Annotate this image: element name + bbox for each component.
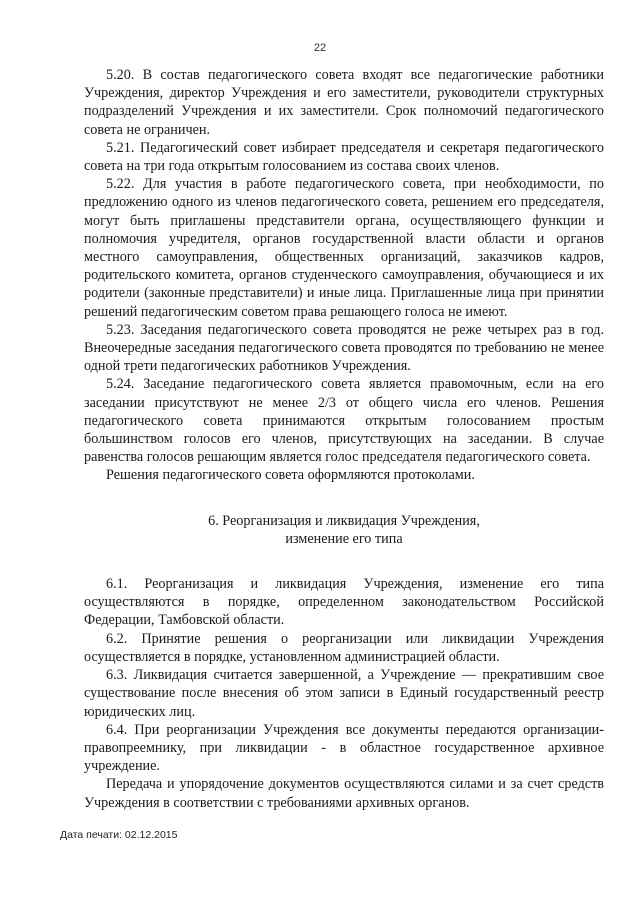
- print-date: Дата печати: 02.12.2015: [60, 829, 178, 841]
- paragraph-6-3: 6.3. Ликвидация считается завершенной, а Учреждение — прекратившим свое существование после внесения об этом записи в Единый государственный реестр юридических лиц.: [84, 667, 604, 720]
- document-body: [84, 66, 604, 812]
- paragraph-protocols: Решения педагогического совета оформляются протоколами.: [106, 467, 475, 484]
- section-6-heading: [84, 512, 604, 548]
- paragraph-5-23: 5.23. Заседания педагогического совета проводятся не реже четырех раз в год. Внеочередные заседания педагогического совета проводятся по требованию не менее одной трети педагогических работников Учреждения.: [84, 321, 604, 375]
- page-number: 22: [313, 42, 327, 54]
- paragraph-6-4: 6.4. При реорганизации Учреждения все документы передаются организации-правопреемнику, при ликвидации - в областное государственное архивное учреждение.: [84, 721, 604, 775]
- paragraph-5-20: 5.20. В состав педагогического совета входят все педагогические работники Учреждения, директор Учреждения и его заместители, руководители структурных подразделений Учреждения и их заместители. Срок полномочий педагогического совета не ограничен.: [84, 67, 604, 138]
- section-heading-line-2: изменение его типа: [285, 530, 403, 547]
- section-heading-line-1: 6. Реорганизация и ликвидация Учреждения,: [208, 512, 480, 529]
- paragraph-5-21: 5.21. Педагогический совет избирает председателя и секретаря педагогического совета на три года открытым голосованием из состава своих членов.: [84, 139, 604, 175]
- paragraph-6-1: 6.1. Реорганизация и ликвидация Учреждения, изменение его типа осуществляются в порядке, определенном законодательством Российской Федерации, Тамбовской области.: [84, 576, 604, 629]
- paragraph-5-24: 5.24. Заседание педагогического совета является правомочным, если на его заседании присутствуют не менее 2/3 от общего числа его членов. Решения педагогического совета принимаются открытым голосованием простым большинством голосов его членов, присутствующих на заседании. В случае равенства голосов решающим является голос председателя педагогического совета.: [84, 376, 604, 466]
- paragraph-archive-transfer: Передача и упорядочение документов осуществляются силами и за счет средств Учреждения в соответствии с требованиями архивных органов.: [84, 776, 604, 811]
- paragraph-5-22: 5.22. Для участия в работе педагогического совета, при необходимости, по предложению одного из членов педагогического совета, решением его председателя, могут быть приглашены представители органа, осуществляющего функции и полномочия учредителя, органов государственной власти области и органов местного самоуправления, общественных организаций, заказчиков кадров, родительского комитета, органов студенческого самоуправления, обучающиеся и их родители (законные представители) и иные лица. Приглашенные лица при принятии решений педагогическим советом права решающего голоса не имеют.: [84, 176, 604, 320]
- paragraph-6-2: 6.2. Принятие решения о реорганизации или ликвидации Учреждения осуществляется в порядке, установленном администрацией области.: [84, 630, 604, 665]
